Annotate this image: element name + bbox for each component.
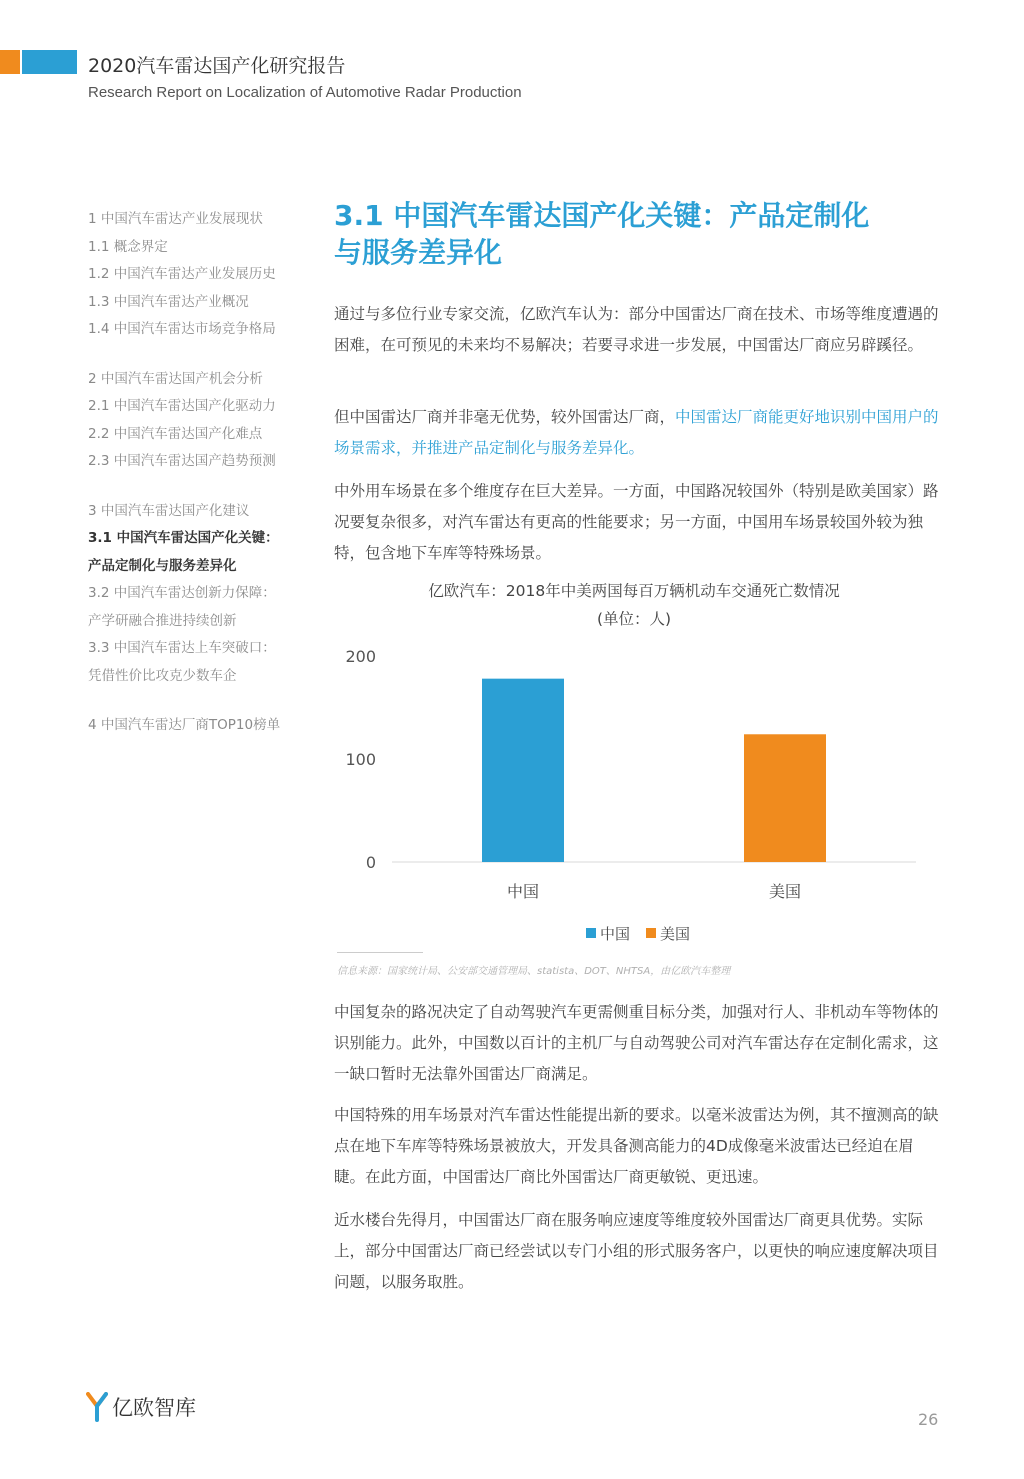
source-note: 信息来源：国家统计局、公安部交通管理局、statista、DOT、NHTSA，由亿欧汽车整理: [337, 966, 731, 977]
page-number: 26: [918, 1410, 939, 1429]
toc-item[interactable]: 2.2 中国汽车雷达国产化难点: [88, 425, 263, 442]
y-tick-label: 0: [365, 853, 376, 872]
bar-chart: [334, 640, 934, 950]
toc-item-current[interactable]: 3.1 中国汽车雷达国产化关键：: [88, 530, 279, 546]
toc-group-2: [88, 366, 313, 476]
toc-item[interactable]: 2 中国汽车雷达国产机会分析: [88, 370, 263, 387]
toc-item-current-cont[interactable]: 产品定制化与服务差异化: [88, 557, 237, 574]
x-tick-label: 美国: [768, 882, 802, 901]
toc-item[interactable]: 1.3 中国汽车雷达产业概况: [88, 293, 249, 310]
paragraph-1: 通过与多位行业专家交流，亿欧汽车认为：部分中国雷达厂商在技术、市场等维度遭遇的困难，在可预见的未来均不易解决；若要寻求进一步发展，中国雷达厂商应另辟蹊径。: [334, 305, 939, 354]
toc-item[interactable]: 2.3 中国汽车雷达国产趋势预测: [88, 453, 276, 469]
toc-item[interactable]: 1.2 中国汽车雷达产业发展历史: [88, 266, 276, 282]
y-tick-label: 200: [345, 647, 376, 666]
chart-title: 亿欧汽车：2018年中美两国每百万辆机动车交通死亡数情况: [428, 582, 840, 600]
report-subtitle: Research Report on Localization of Automotive Radar Production: [88, 84, 522, 101]
legend-label: 中国: [600, 925, 631, 943]
y-tick-label: 100: [345, 750, 376, 769]
section-title-line2: 与服务差异化: [334, 236, 503, 269]
chart-unit: (单位：人): [596, 610, 672, 628]
toc-group-1: [88, 206, 313, 344]
paragraph-5: 中国特殊的用车场景对汽车雷达性能提出新的要求。以毫米波雷达为例，其不擅测高的缺点在地下车库等特殊场景被放大，开发具备测高能力的4D成像毫米波雷达已经迫在眉睫。在此方面，中国雷达厂商比外国雷达厂商更敏锐、更迅速。: [334, 1106, 939, 1186]
toc-item-cont[interactable]: 凭借性价比攻克少数车企: [88, 667, 237, 684]
toc-item[interactable]: 1.4 中国汽车雷达市场竞争格局: [88, 321, 276, 337]
paragraph-2-highlight: 中国雷达厂商能更好地识别中国用户的场景需求，并推进产品定制化与服务差异化。: [334, 408, 939, 457]
table-of-contents: [88, 206, 313, 740]
toc-item-cont[interactable]: 产学研融合推进持续创新: [88, 612, 237, 629]
brand-logo: [86, 1392, 196, 1422]
paragraph-4: 中国复杂的路况决定了自动驾驶汽车更需侧重目标分类，加强对行人、非机动车等物体的识别能力。此外，中国数以百计的主机厂与自动驾驶公司对汽车雷达存在定制化需求，这一缺口暂时无法靠外国雷达厂商满足。: [334, 1003, 939, 1083]
section-title: [334, 197, 954, 271]
toc-group-4: [88, 712, 313, 740]
toc-item[interactable]: 3 中国汽车雷达国产化建议: [88, 502, 250, 519]
legend-swatch: [586, 928, 596, 938]
toc-item[interactable]: 1.1 概念界定: [88, 238, 168, 255]
legend-label: 美国: [660, 925, 691, 943]
toc-item[interactable]: 3.3 中国汽车雷达上车突破口：: [88, 640, 276, 656]
header-accent-blue: [22, 50, 77, 74]
paragraph-6: 近水楼台先得月，中国雷达厂商在服务响应速度等维度较外国雷达厂商更具优势。实际上，部分中国雷达厂商已经尝试以专门小组的形式服务客户，以更快的响应速度解决项目问题，以服务取胜。: [334, 1211, 939, 1291]
source-divider: [337, 952, 423, 953]
report-title: 2020汽车雷达国产化研究报告: [88, 55, 346, 77]
legend-swatch: [646, 928, 656, 938]
toc-group-3: [88, 498, 313, 691]
header-accent-orange: [0, 50, 20, 74]
toc-item[interactable]: 3.2 中国汽车雷达创新力保障：: [88, 585, 276, 601]
section-title-line1: 3.1 中国汽车雷达国产化关键：产品定制化: [334, 199, 870, 232]
bar-0: [482, 679, 564, 862]
paragraph-2: [334, 402, 944, 464]
toc-item[interactable]: 4 中国汽车雷达厂商TOP10榜单: [88, 717, 281, 733]
bar-1: [744, 734, 826, 862]
paragraph-2-text: 但中国雷达厂商并非毫无优势，较外国雷达厂商，: [334, 408, 676, 426]
x-tick-label: 中国: [506, 882, 540, 901]
paragraph-3: 中外用车场景在多个维度存在巨大差异。一方面，中国路况较国外（特别是欧美国家）路况要复杂很多，对汽车雷达有更高的性能要求；另一方面，中国用车场景较国外较为独特，包含地下车库等特殊场景。: [334, 482, 939, 562]
logo-text: 亿欧智库: [112, 1396, 196, 1420]
logo-mark-icon: [86, 1392, 108, 1422]
toc-item[interactable]: 2.1 中国汽车雷达国产化驱动力: [88, 398, 276, 414]
toc-item[interactable]: 1 中国汽车雷达产业发展现状: [88, 211, 263, 227]
